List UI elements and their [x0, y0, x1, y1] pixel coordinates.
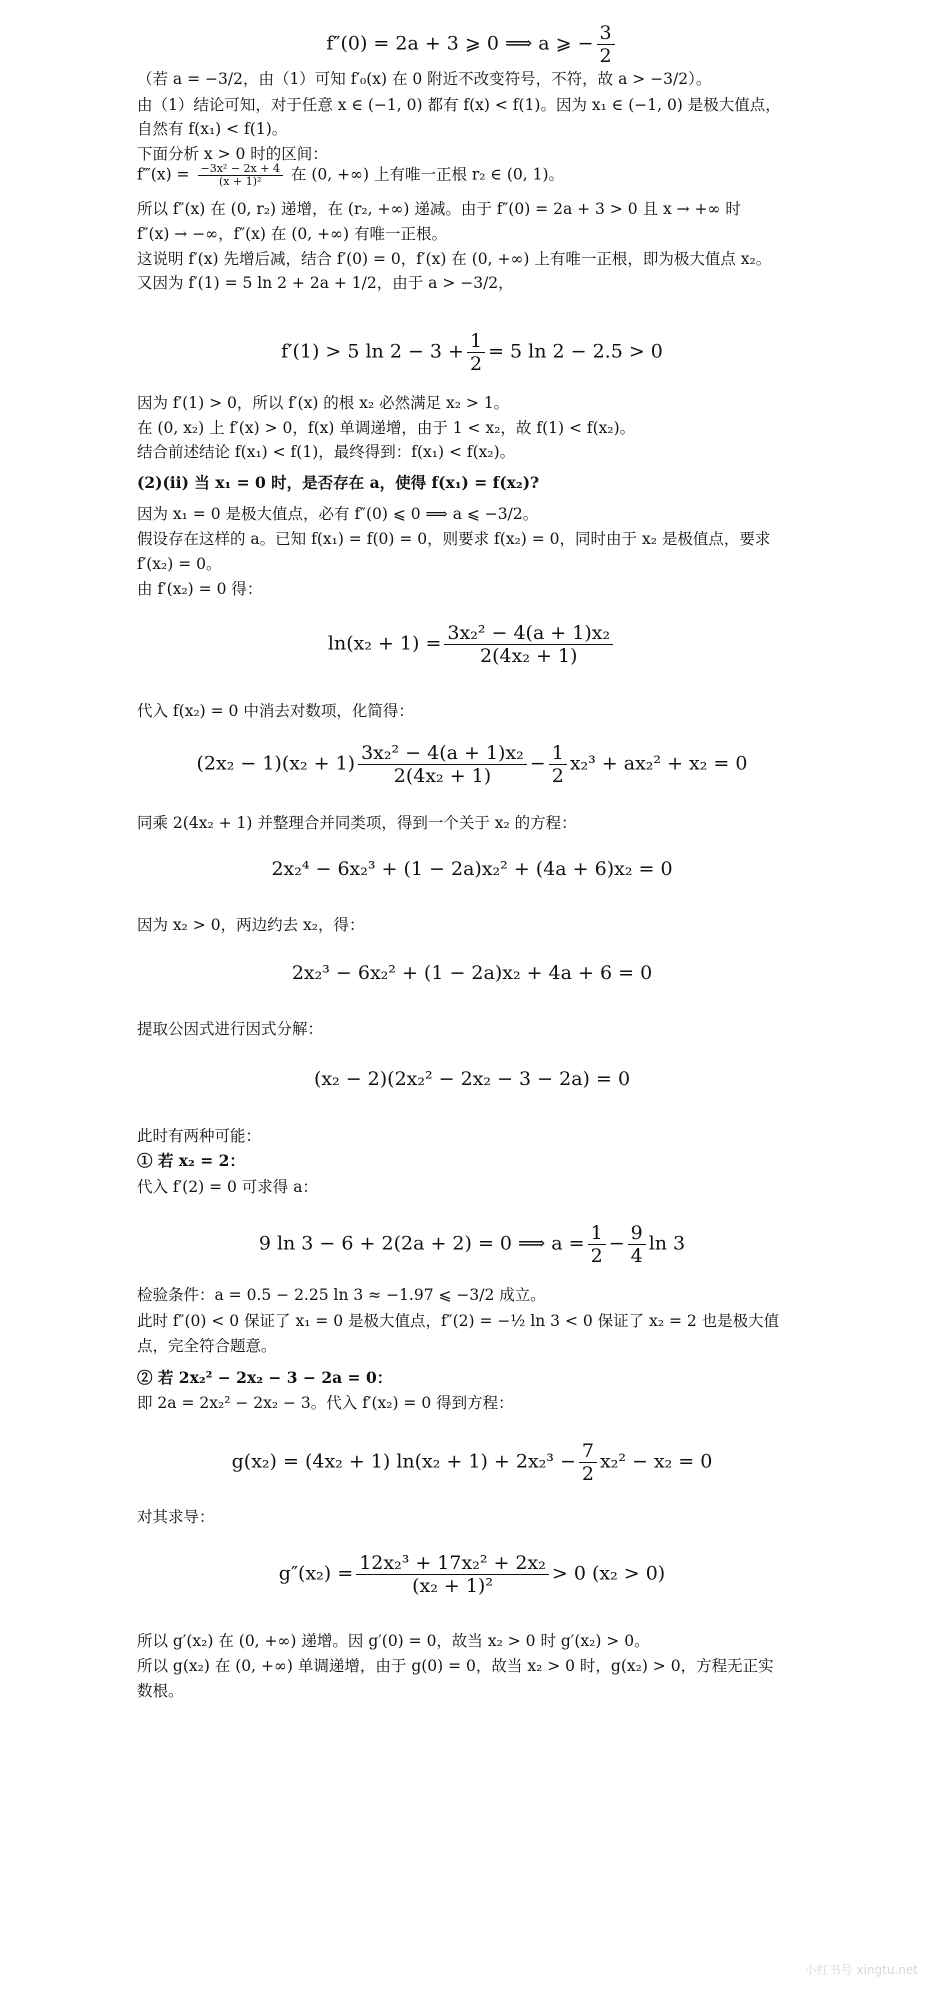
text-line: 结合前述结论 f(x₁) < f(1)，最终得到：f(x₁) < f(x₂)。	[137, 443, 516, 461]
equation-4: (2x₂ − 1)(x₂ + 1) $\frac{\text{3x₂² − 4(a + 1)x₂}}{\text{2(4x₂ + 1)}}$ − $\frac{1}{2}$ x₂³ + ax₂² + x₂ = 0	[196, 742, 748, 787]
equation-8: 9 ln 3 − 6 + 2(2a + 2) = 0 ⟹ a = $\frac{1}{2}$ − $\frac{9}{4}$ ln 3	[258, 1222, 686, 1267]
equation-5: 2x₂⁴ − 6x₂³ + (1 − 2a)x₂² + (4a + 6)x₂ = 0	[271, 858, 673, 880]
text-line: （若 a = −3/2，由（1）可知 f′₀(x) 在 0 附近不改变符号，不符，故 a > −3/2）。	[137, 70, 712, 88]
text-line: f‴(x) = $\frac{\text{−3x² − 2x + 4}}{\text{(x + 1)²}}$ 在 (0, +∞) 上有唯一正根 r₂ ∈ (0, 1)。	[137, 162, 565, 188]
text-line: 因为 x₁ = 0 是极大值点，必有 f″(0) ⩽ 0 ⟹ a ⩽ −3/2。	[137, 505, 539, 523]
case-heading: ② 若 2x₂² − 2x₂ − 3 − 2a = 0：	[137, 1368, 393, 1387]
case-heading: ① 若 x₂ = 2：	[137, 1151, 245, 1170]
equation-9: g(x₂) = (4x₂ + 1) ln(x₂ + 1) + 2x₂³ − $\frac{7}{2}$ x₂² − x₂ = 0	[231, 1440, 713, 1485]
text-line: 在 (0, x₂) 上 f′(x) > 0，f(x) 单调递增，由于 1 < x₂，故 f(1) < f(x₂)。	[137, 419, 636, 437]
text-line: 点，完全符合题意。	[137, 1337, 277, 1355]
equation-10: g″(x₂) = $\frac{\text{12x₂³ + 17x₂² + 2x₂}}{\text{(x₂ + 1)²}}$ > 0 (x₂ > 0)	[278, 1552, 666, 1597]
equation-7: (x₂ − 2)(2x₂² − 2x₂ − 3 − 2a) = 0	[313, 1068, 631, 1090]
text-line: 假设存在这样的 a。已知 f(x₁) = f(0) = 0，则要求 f(x₂) = 0，同时由于 x₂ 是极值点，要求	[137, 530, 771, 548]
text-line: 所以 g′(x₂) 在 (0, +∞) 递增。因 g′(0) = 0，故当 x₂ > 0 时 g′(x₂) > 0。	[137, 1632, 650, 1650]
text-line: 对其求导：	[137, 1508, 215, 1526]
section-heading: (2)(ii) 当 x₁ = 0 时，是否存在 a，使得 f(x₁) = f(x₂)?	[137, 473, 540, 492]
text-line: f′(x₂) = 0。	[137, 555, 222, 573]
text-line: 这说明 f′(x) 先增后减，结合 f′(0) = 0，f′(x) 在 (0, +∞) 上有唯一正根，即为极大值点 x₂。	[137, 250, 772, 268]
text-line: 自然有 f(x₁) < f(1)。	[137, 120, 288, 138]
text-line: 此时 f″(0) < 0 保证了 x₁ = 0 是极大值点，f″(2) = −½ ln 3 < 0 保证了 x₂ = 2 也是极大值	[137, 1312, 780, 1330]
text-line: 又因为 f′(1) = 5 ln 2 + 2a + 1/2，由于 a > −3/2，	[137, 274, 514, 292]
equation-2: f′(1) > 5 ln 2 − 3 + $\frac{1}{2}$ = 5 ln 2 − 2.5 > 0	[281, 330, 663, 375]
text-line: 数根。	[137, 1682, 184, 1700]
text-line: 提取公因式进行因式分解：	[137, 1020, 324, 1038]
text-line: f″(x) → −∞，f″(x) 在 (0, +∞) 有唯一正根。	[137, 225, 447, 243]
text-line: 因为 f′(1) > 0，所以 f′(x) 的根 x₂ 必然满足 x₂ > 1。	[137, 394, 510, 412]
text-line: 因为 x₂ > 0，两边约去 x₂，得：	[137, 916, 365, 934]
text-line: 由（1）结论可知，对于任意 x ∈ (−1, 0) 都有 f(x) < f(1)。因为 x₁ ∈ (−1, 0) 是极大值点，	[137, 96, 781, 114]
text-line: 所以 f″(x) 在 (0, r₂) 递增，在 (r₂, +∞) 递减。由于 f″(0) = 2a + 3 > 0 且 x → +∞ 时	[137, 200, 741, 218]
text-line: 代入 f′(2) = 0 可求得 a：	[137, 1178, 318, 1196]
text-line: 代入 f(x₂) = 0 中消去对数项，化简得：	[137, 702, 414, 720]
watermark: 小红书号 xingtu.net	[804, 1963, 918, 1977]
text-line: 同乘 2(4x₂ + 1) 并整理合并同类项，得到一个关于 x₂ 的方程：	[137, 814, 577, 832]
text-line: 即 2a = 2x₂² − 2x₂ − 3。代入 f′(x₂) = 0 得到方程：	[137, 1394, 514, 1412]
equation-1: f″(0) = 2a + 3 ⩾ 0 ⟹ a ⩾ − $\frac{3}{2}$	[0, 22, 944, 67]
text-line: 所以 g(x₂) 在 (0, +∞) 单调递增，由于 g(0) = 0，故当 x₂ > 0 时，g(x₂) > 0，方程无正实	[137, 1657, 774, 1675]
equation-6: 2x₂³ − 6x₂² + (1 − 2a)x₂ + 4a + 6 = 0	[291, 962, 653, 984]
text-line: 下面分析 x > 0 时的区间：	[137, 145, 328, 163]
text-line: 检验条件：a = 0.5 − 2.25 ln 3 ≈ −1.97 ⩽ −3/2 成立。	[137, 1286, 546, 1304]
equation-3: ln(x₂ + 1) = $\frac{\text{3x₂² − 4(a + 1)x₂}}{\text{2(4x₂ + 1)}}$	[0, 622, 944, 667]
text-line: 此时有两种可能：	[137, 1127, 262, 1145]
text-line: 由 f′(x₂) = 0 得：	[137, 580, 263, 598]
